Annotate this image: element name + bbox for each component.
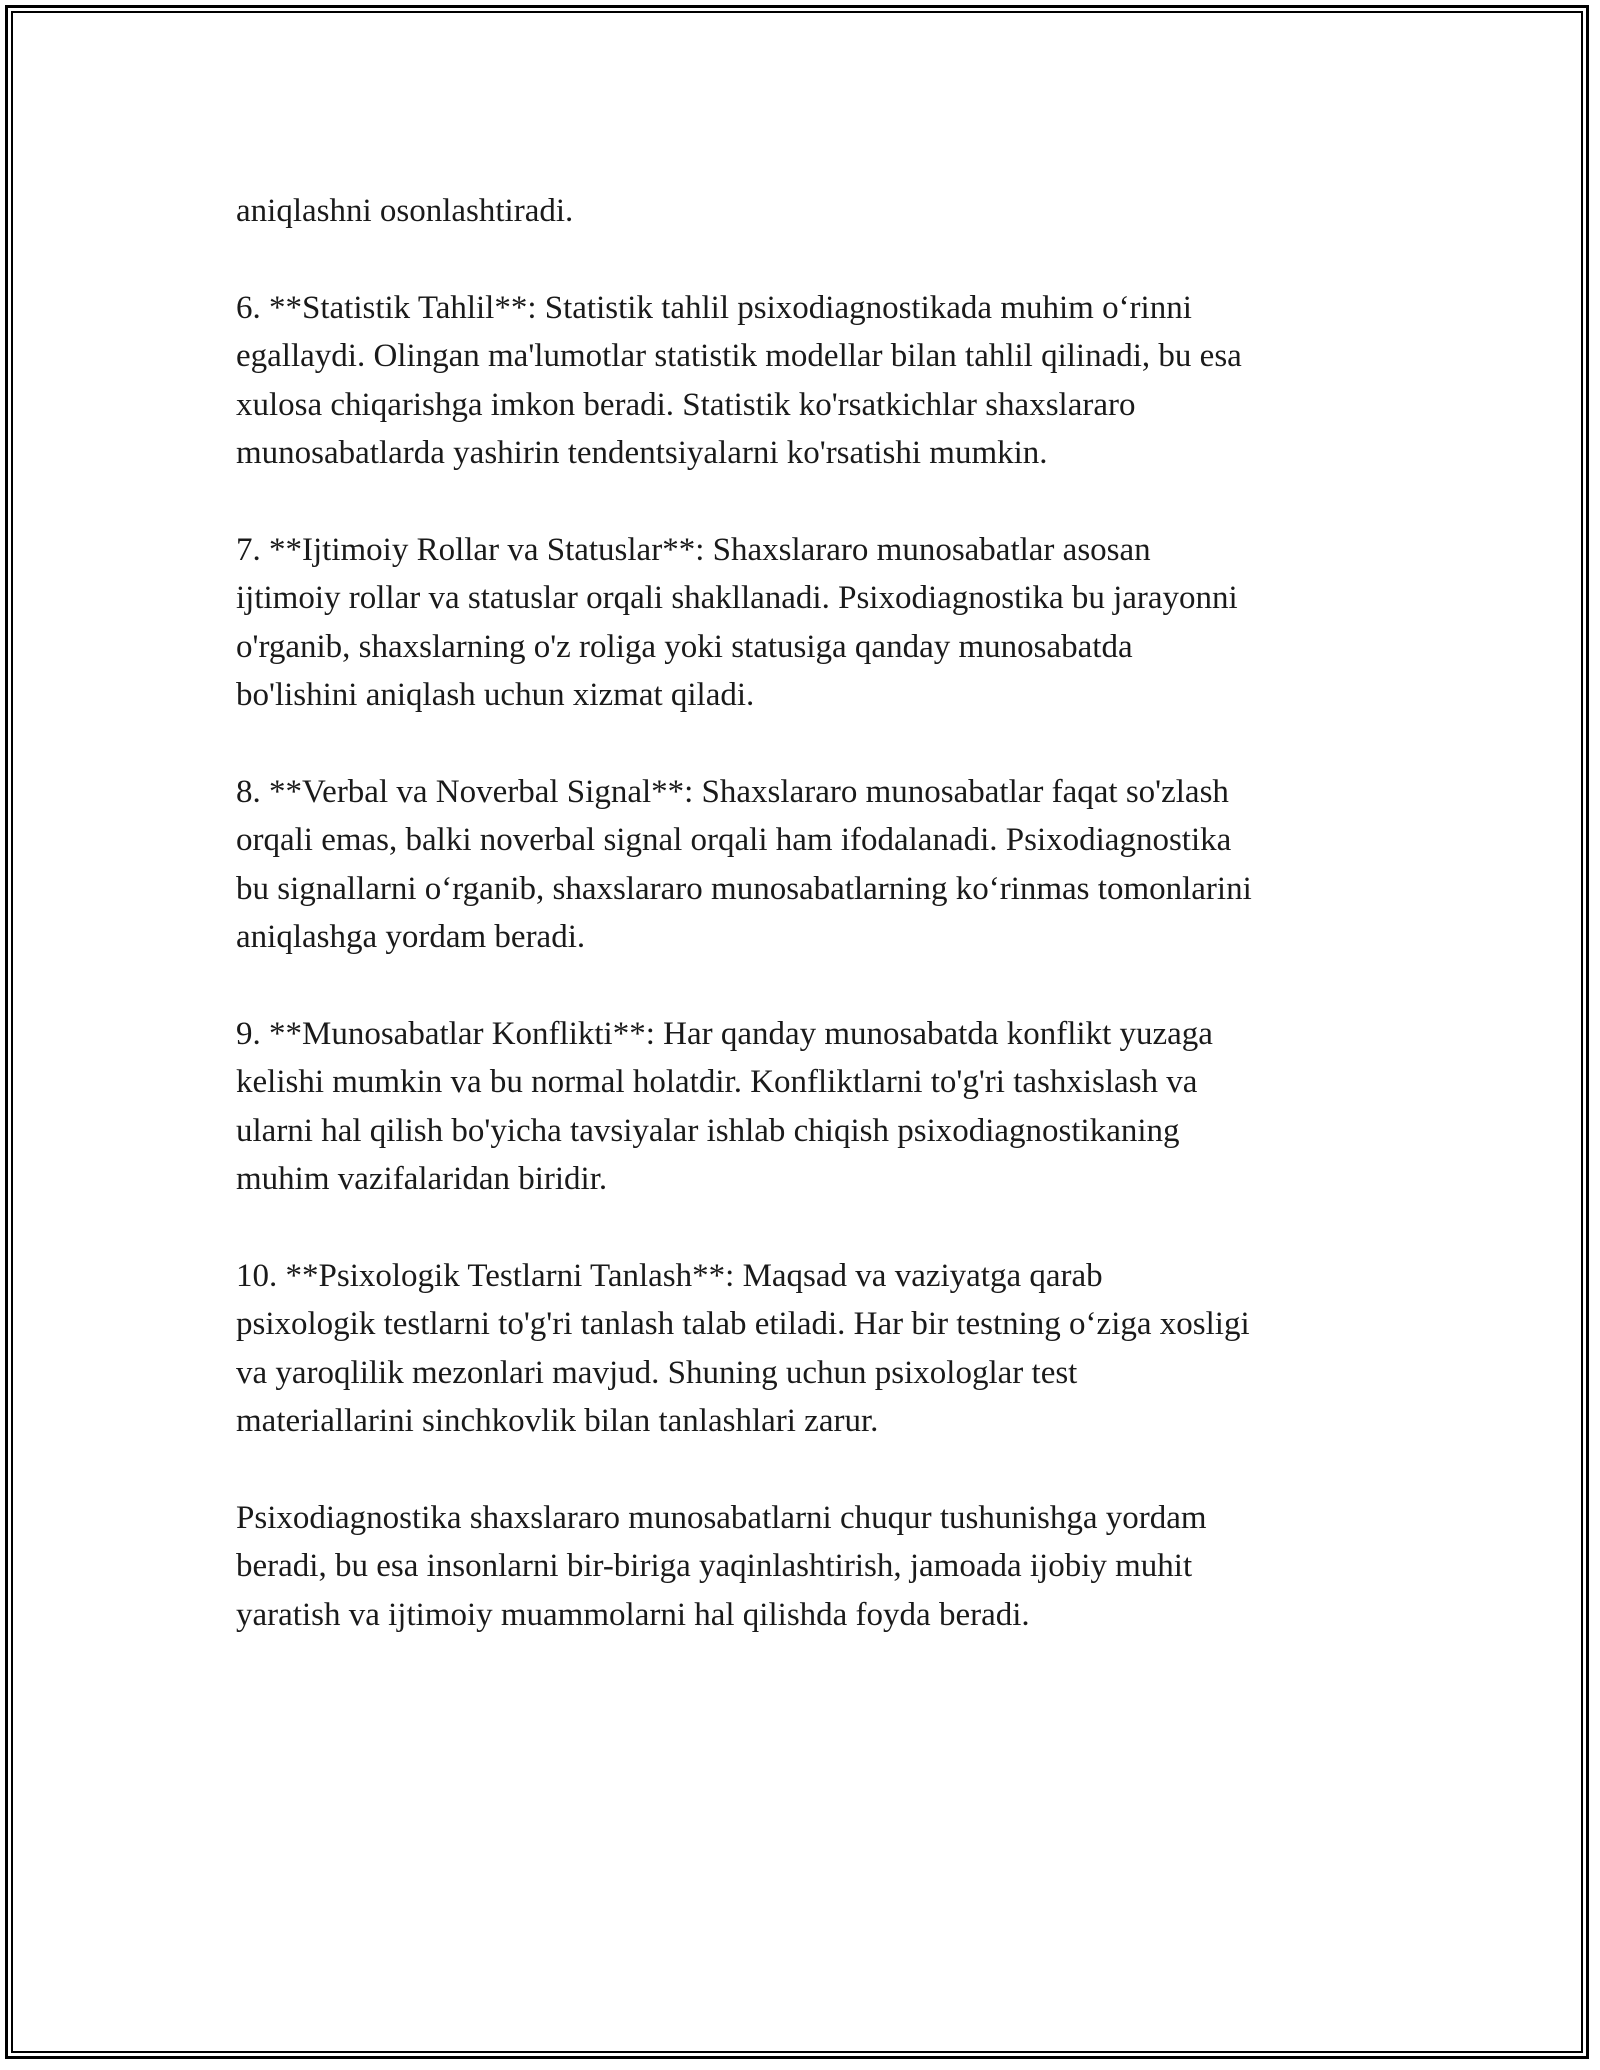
document-body [236,187,1376,1687]
paragraph-item-8: 8. **Verbal va Noverbal Signal**: Shaxslararo munosabatlar faqat so'zlash orqali emas, balki noverbal signal orqali ham ifodalanadi. Psixodiagnostika bu signallarni o‘rganib, shaxslararo munosabatlarning ko‘rinmas tomonlarini aniqlashga yordam beradi. [236,773,1252,956]
paragraph-item-7: 7. **Ijtimoiy Rollar va Statuslar**: Shaxslararo munosabatlar asosan ijtimoiy rollar va statuslar orqali shakllanadi. Psixodiagnostika bu jarayonni o'rganib, shaxslarning o'z roliga yoki statusiga qanday munosabatda bo'lishini aniqlash uchun xizmat qiladi. [236,531,1238,714]
paragraph-item-6: 6. **Statistik Tahlil**: Statistik tahlil psixodiagnostikada muhim o‘rinni egallaydi. Olingan ma'lumotlar statistik modellar bilan tahlil qilinadi, bu esa xulosa chiqarishga imkon beradi. Statistik ko'rsatkichlar shaxslararo munosabatlarda yashirin tendentsiyalarni ko'rsatishi mumkin. [236,289,1242,472]
paragraph-conclusion: Psixodiagnostika shaxslararo munosabatlarni chuqur tushunishga yordam beradi, bu esa insonlarni bir-biriga yaqinlashtirish, jamoada ijobiy muhit yaratish va ijtimoiy muammolarni hal qilishda foyda beradi. [236,1499,1207,1633]
paragraph-item-9: 9. **Munosabatlar Konflikti**: Har qanday munosabatda konflikt yuzaga kelishi mumkin va bu normal holatdir. Konfliktlarni to'g'ri tashxislash va ularni hal qilish bo'yicha tavsiyalar ishlab chiqish psixodiagnostikaning muhim vazifalaridan biridir. [236,1015,1213,1198]
paragraph-continuation: aniqlashni osonlashtiradi. [236,193,574,229]
paragraph-item-10: 10. **Psixologik Testlarni Tanlash**: Maqsad va vaziyatga qarab psixologik testlarni to'g'ri tanlash talab etiladi. Har bir testning o‘ziga xosligi va yaroqlilik mezonlari mavjud. Shuning uchun psixologlar test materiallarini sinchkovlik bilan tanlashlari zarur. [236,1257,1250,1440]
